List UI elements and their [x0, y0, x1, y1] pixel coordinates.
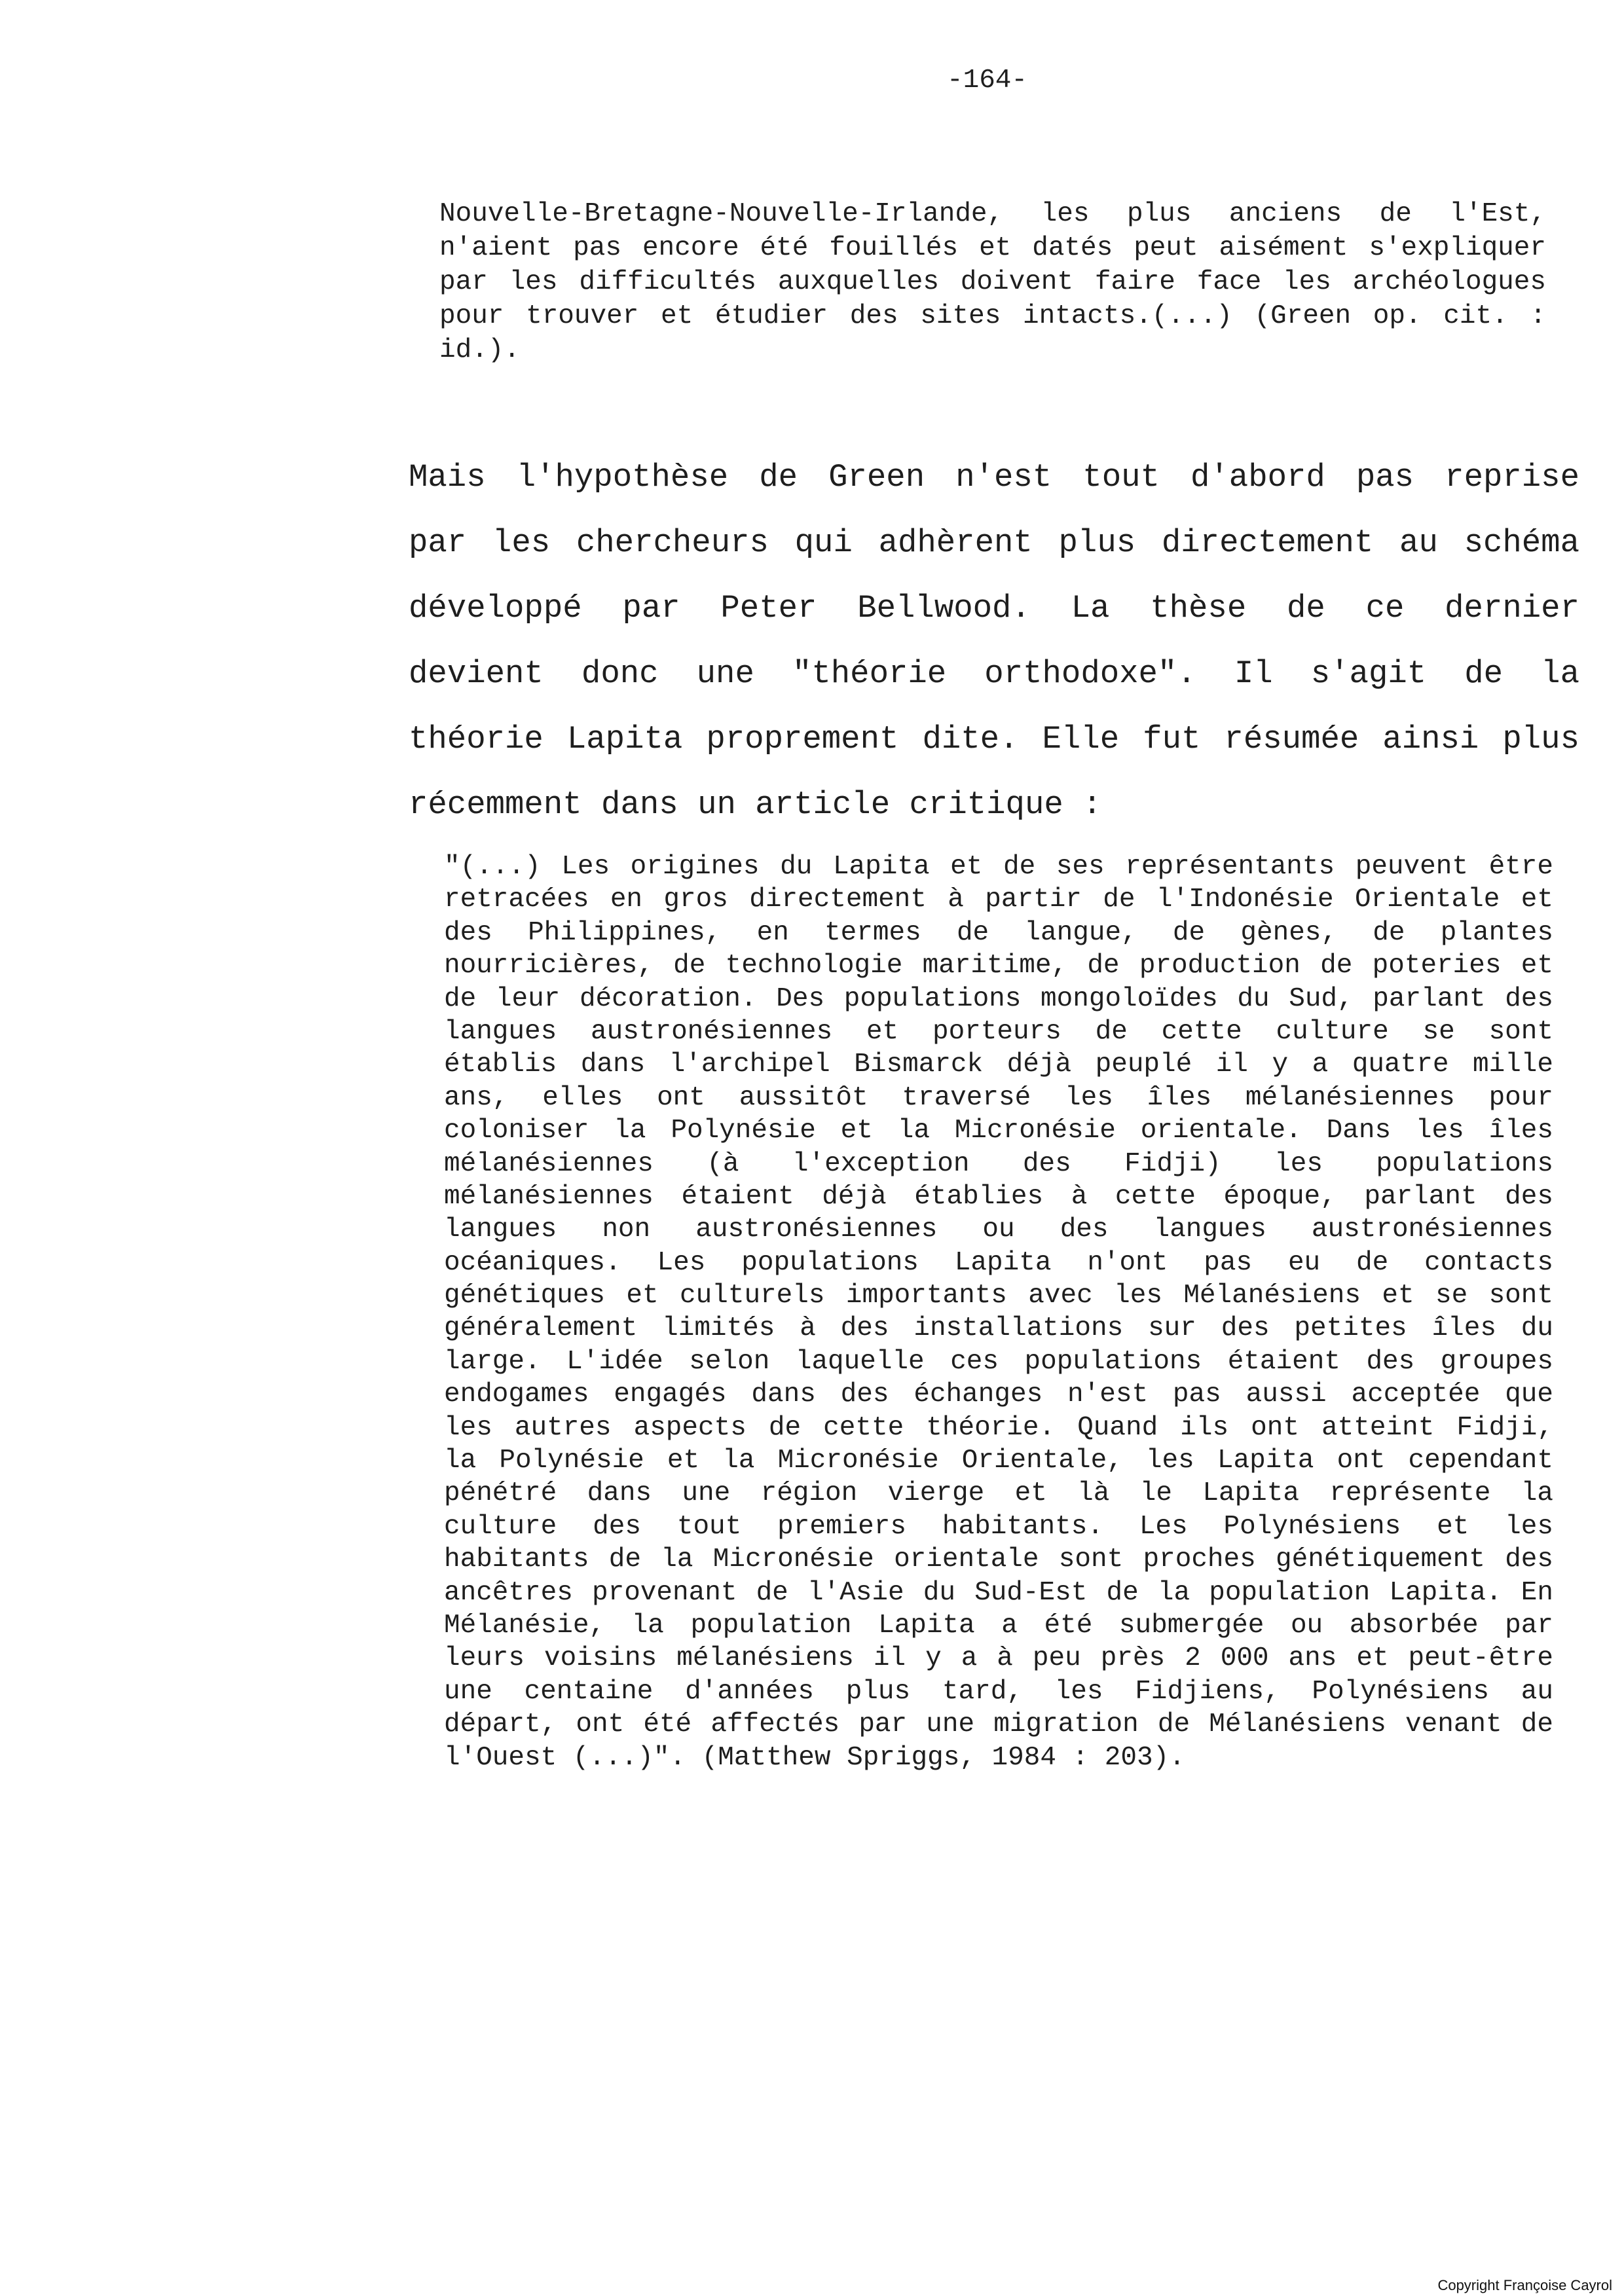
block-quote-line: large. L'idée selon laquelle ces populations étaient des groupes: [444, 1346, 1553, 1377]
block-quote-line: ancêtres provenant de l'Asie du Sud-Est de la population Lapita. En: [444, 1577, 1553, 1608]
block-quote-line: généralement limités à des installations sur des petites îles du: [444, 1313, 1553, 1344]
block-quote-line: culture des tout premiers habitants. Les Polynésiens et les: [444, 1511, 1553, 1542]
block-quote-line: langues austronésiennes et porteurs de cette culture se sont: [444, 1016, 1553, 1047]
block-quote-line: la Polynésie et la Micronésie Orientale, les Lapita ont cependant: [444, 1446, 1553, 1476]
continued-quote: [439, 197, 1546, 367]
main-paragraph-line: par les chercheurs qui adhèrent plus directement au schéma: [409, 524, 1579, 561]
continued-quote-line: Nouvelle-Bretagne-Nouvelle-Irlande, les plus anciens de l'Est,: [439, 199, 1546, 229]
continued-quote-line: n'aient pas encore été fouillés et datés peut aisément s'expliquer: [439, 233, 1546, 263]
block-quote-line: ans, elles ont aussitôt traversé les îles mélanésiennes pour: [444, 1082, 1553, 1113]
main-paragraph-line: Mais l'hypothèse de Green n'est tout d'abord pas reprise: [409, 459, 1579, 496]
block-quote-line: établis dans l'archipel Bismarck déjà peuplé il y a quatre mille: [444, 1049, 1553, 1080]
continued-quote-line: pour trouver et étudier des sites intacts.(...) (Green op. cit. :: [439, 301, 1546, 331]
block-quote-line: "(...) Les origines du Lapita et de ses représentants peuvent être: [444, 852, 1553, 882]
block-quote-line: nourricières, de technologie maritime, de production de poteries et: [444, 951, 1553, 981]
block-quote-line: habitants de la Micronésie orientale sont proches génétiquement des: [444, 1544, 1553, 1575]
block-quote-line: langues non austronésiennes ou des langues austronésiennes: [444, 1214, 1553, 1245]
main-paragraph-line: théorie Lapita proprement dite. Elle fut résumée ainsi plus: [409, 721, 1579, 757]
main-paragraph-line: devient donc une "théorie orthodoxe". Il s'agit de la: [409, 655, 1579, 692]
main-paragraph: [409, 445, 1579, 837]
block-quote-line: des Philippines, en termes de langue, de gènes, de plantes: [444, 917, 1553, 948]
block-quote-line: coloniser la Polynésie et la Micronésie orientale. Dans les îles: [444, 1116, 1553, 1146]
continued-quote-line: id.).: [439, 335, 521, 365]
block-quote-line: l'Ouest (...)". (Matthew Spriggs, 1984 : 203).: [444, 1742, 1185, 1773]
block-quote-line: leurs voisins mélanésiens il y a à peu près 2 000 ans et peut-être: [444, 1643, 1553, 1674]
main-paragraph-line: développé par Peter Bellwood. La thèse de ce dernier: [409, 590, 1579, 627]
block-quote-line: génétiques et culturels importants avec les Mélanésiens et se sont: [444, 1281, 1553, 1311]
copyright-notice: Copyright Françoise Cayrol: [1437, 2277, 1612, 2293]
block-quote-line: océaniques. Les populations Lapita n'ont pas eu de contacts: [444, 1247, 1553, 1278]
block-quote-line: mélanésiennes (à l'exception des Fidji) les populations: [444, 1148, 1553, 1179]
block-quote: [444, 850, 1553, 1774]
block-quote-line: les autres aspects de cette théorie. Quand ils ont atteint Fidji,: [444, 1412, 1553, 1443]
main-paragraph-line: récemment dans un article critique :: [409, 786, 1102, 823]
block-quote-line: départ, ont été affectés par une migration de Mélanésiens venant de: [444, 1709, 1553, 1740]
block-quote-line: de leur décoration. Des populations mongoloïdes du Sud, parlant des: [444, 983, 1553, 1014]
page-number: -164-: [947, 65, 1028, 96]
block-quote-line: Mélanésie, la population Lapita a été submergée ou absorbée par: [444, 1610, 1553, 1641]
block-quote-line: pénétré dans une région vierge et là le Lapita représente la: [444, 1478, 1553, 1509]
block-quote-line: mélanésiennes étaient déjà établies à cette époque, parlant des: [444, 1181, 1553, 1212]
block-quote-line: retracées en gros directement à partir de l'Indonésie Orientale et: [444, 884, 1553, 915]
block-quote-line: endogames engagés dans des échanges n'est pas aussi acceptée que: [444, 1379, 1553, 1410]
continued-quote-line: par les difficultés auxquelles doivent faire face les archéologues: [439, 267, 1546, 297]
block-quote-line: une centaine d'années plus tard, les Fidjiens, Polynésiens au: [444, 1676, 1553, 1707]
